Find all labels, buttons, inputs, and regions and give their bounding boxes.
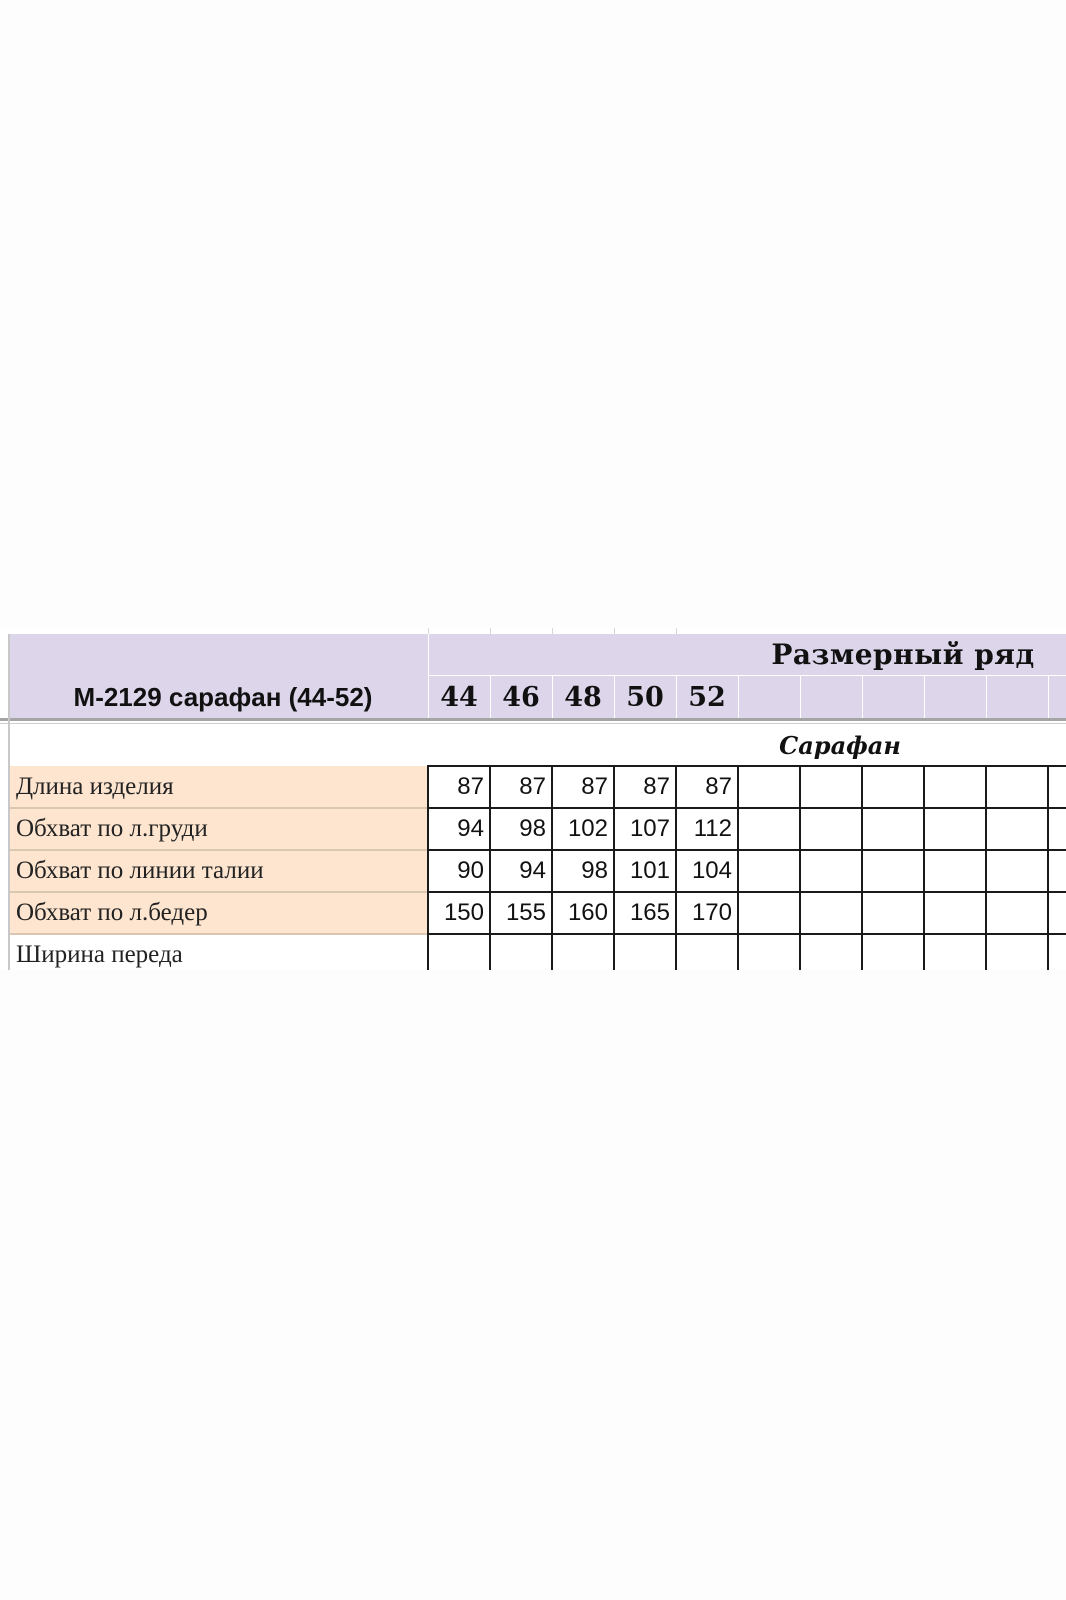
table-cell: 87 bbox=[581, 773, 608, 800]
size-header: 52 bbox=[688, 681, 726, 713]
table-cell: 90 bbox=[457, 857, 484, 884]
row-divider bbox=[10, 933, 428, 935]
table-cell: 104 bbox=[691, 857, 732, 884]
header-divider bbox=[986, 676, 987, 718]
size-range-heading: Размерный ряд bbox=[771, 638, 1035, 671]
table-cell: 101 bbox=[629, 857, 670, 884]
row-divider bbox=[10, 807, 428, 809]
size-header: 44 bbox=[440, 681, 478, 713]
product-title: М-2129 сарафан (44-52) bbox=[73, 681, 373, 712]
size-header: 46 bbox=[502, 681, 540, 713]
table-cell: 94 bbox=[519, 857, 546, 884]
table-cell: 98 bbox=[519, 815, 546, 842]
table-cell: 112 bbox=[693, 815, 732, 842]
table-cell: 102 bbox=[567, 815, 608, 842]
header-separator bbox=[0, 718, 1066, 721]
grid-line bbox=[428, 849, 1066, 851]
table-cell: 160 bbox=[567, 899, 608, 926]
grid-line bbox=[799, 765, 801, 970]
grid-line bbox=[861, 765, 863, 970]
table-cell: 87 bbox=[519, 773, 546, 800]
grid-line bbox=[1047, 765, 1049, 970]
header-divider bbox=[738, 676, 739, 718]
header-divider bbox=[1048, 676, 1049, 718]
size-chart-sheet bbox=[0, 628, 1066, 970]
row-label: Обхват по л.груди bbox=[10, 808, 428, 850]
grid-line bbox=[427, 765, 429, 970]
row-label: Длина изделия bbox=[10, 766, 428, 808]
grid-line bbox=[428, 807, 1066, 809]
grid-line bbox=[923, 765, 925, 970]
row-divider bbox=[10, 891, 428, 893]
row-label: Обхват по линии талии bbox=[10, 850, 428, 892]
table-cell: 94 bbox=[457, 815, 484, 842]
table-cell: 155 bbox=[505, 899, 546, 926]
header-divider bbox=[862, 676, 863, 718]
grid-line bbox=[985, 765, 987, 970]
grid-line bbox=[551, 765, 553, 970]
grid-line bbox=[428, 891, 1066, 893]
section-title: Сарафан bbox=[779, 730, 901, 760]
table-cell: 87 bbox=[643, 773, 670, 800]
header-divider bbox=[800, 676, 801, 718]
grid-line bbox=[489, 765, 491, 970]
table-cell: 98 bbox=[581, 857, 608, 884]
grid-line bbox=[428, 765, 1066, 767]
size-header: 48 bbox=[564, 681, 602, 713]
grid-line bbox=[428, 933, 1066, 935]
grid-line bbox=[613, 765, 615, 970]
header-separator bbox=[0, 723, 1066, 724]
row-label: Обхват по л.бедер bbox=[10, 892, 428, 934]
row-label: Ширина переда bbox=[10, 934, 428, 970]
table-cell: 170 bbox=[691, 899, 732, 926]
table-cell: 87 bbox=[457, 773, 484, 800]
table-cell: 150 bbox=[443, 899, 484, 926]
grid-line bbox=[675, 765, 677, 970]
table-cell: 165 bbox=[629, 899, 670, 926]
table-cell: 107 bbox=[629, 815, 670, 842]
table-cell: 87 bbox=[705, 773, 732, 800]
header-divider bbox=[924, 676, 925, 718]
size-header: 50 bbox=[626, 681, 664, 713]
row-divider bbox=[10, 849, 428, 851]
grid-line bbox=[737, 765, 739, 970]
